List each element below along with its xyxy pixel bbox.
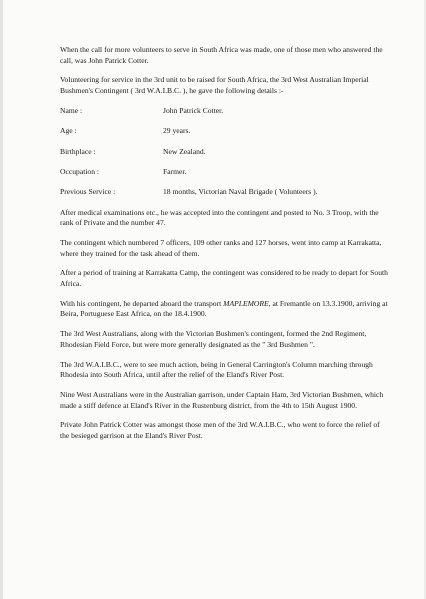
intro-paragraph: When the call for more volunteers to serve in South Africa was made, one of those men who answered the call, was John Patrick Cotter. — [60, 45, 383, 65]
details-row-age — [60, 126, 390, 137]
details-row-name — [60, 106, 390, 117]
details-label: Previous Service : — [60, 187, 116, 197]
body-paragraph: After medical examinations etc., he was accepted into the contingent and posted to No. 3 Troop, with the rank of Private and the number 47. — [60, 207, 379, 228]
details-value: 18 months, Victorian Naval Brigade ( Volunteers ). — [163, 187, 318, 197]
body-paragraph-transport — [60, 299, 390, 320]
details-list — [60, 106, 390, 198]
body-paragraph: Private John Patrick Cotter was amongst those men of the 3rd W.A.I.B.C., who went to force the relief of the besieged garrison at the Eland's River Post. — [60, 420, 380, 440]
body-paragraph: The 3rd West Australians, along with the Victorian Bushmen's contingent, formed the 2nd Regiment, Rhodesian Field Force, but were more generally designated as the " 3rd Bushmen ". — [60, 329, 367, 349]
details-row-occupation — [60, 167, 390, 178]
details-label: Name : — [60, 105, 83, 115]
details-value: Farmer. — [163, 166, 187, 176]
body-paragraph: Nine West Australians were in the Australian garrison, under Captain Ham, 3rd Victorian Bushmen, which made a stiff defence at Eland's River in the Rustenburg district, from the 4th to 15th August 1900. — [60, 389, 384, 410]
details-row-birthplace — [60, 147, 390, 158]
details-value: 29 years. — [163, 126, 191, 136]
details-label: Age : — [60, 126, 77, 136]
document-body — [60, 45, 390, 451]
intro-paragraph: Volunteering for service in the 3rd unit to be raised for South Africa, the 3rd West Australian Imperial Bushmen's Contingent ( 3rd W.A.I.B.C. ), he gave the following details :- — [60, 75, 369, 95]
details-label: Occupation : — [60, 166, 100, 176]
details-value: New Zealand. — [163, 146, 206, 156]
details-label: Birthplace : — [60, 146, 96, 156]
details-row-previous-service — [60, 187, 390, 198]
body-paragraph: The contingent which numbered 7 officers, 109 other ranks and 127 horses, went into camp at Karrakatta, where they trained for the task ahead of them. — [60, 238, 382, 258]
text-fragment: With his contingent, he departed aboard the transport — [60, 298, 224, 308]
text-fragment: , at Fremantle on 13.3.1900, arriving at Beira, Portuguese East Africa, on the 18.4.1900. — [60, 298, 388, 319]
body-paragraph: The 3rd W.A.I.B.C., were to see much action, being in General Carrington's Column marching through Rhodesia into South Africa, until after the relief of the Eland's River Post. — [60, 359, 373, 380]
details-value: John Patrick Cotter. — [163, 105, 224, 115]
ship-name: MAPLEMORE — [223, 298, 269, 308]
body-paragraph: After a period of training at Karrakatta Camp, the contingent was considered to be ready to depart for South Africa. — [60, 268, 388, 289]
